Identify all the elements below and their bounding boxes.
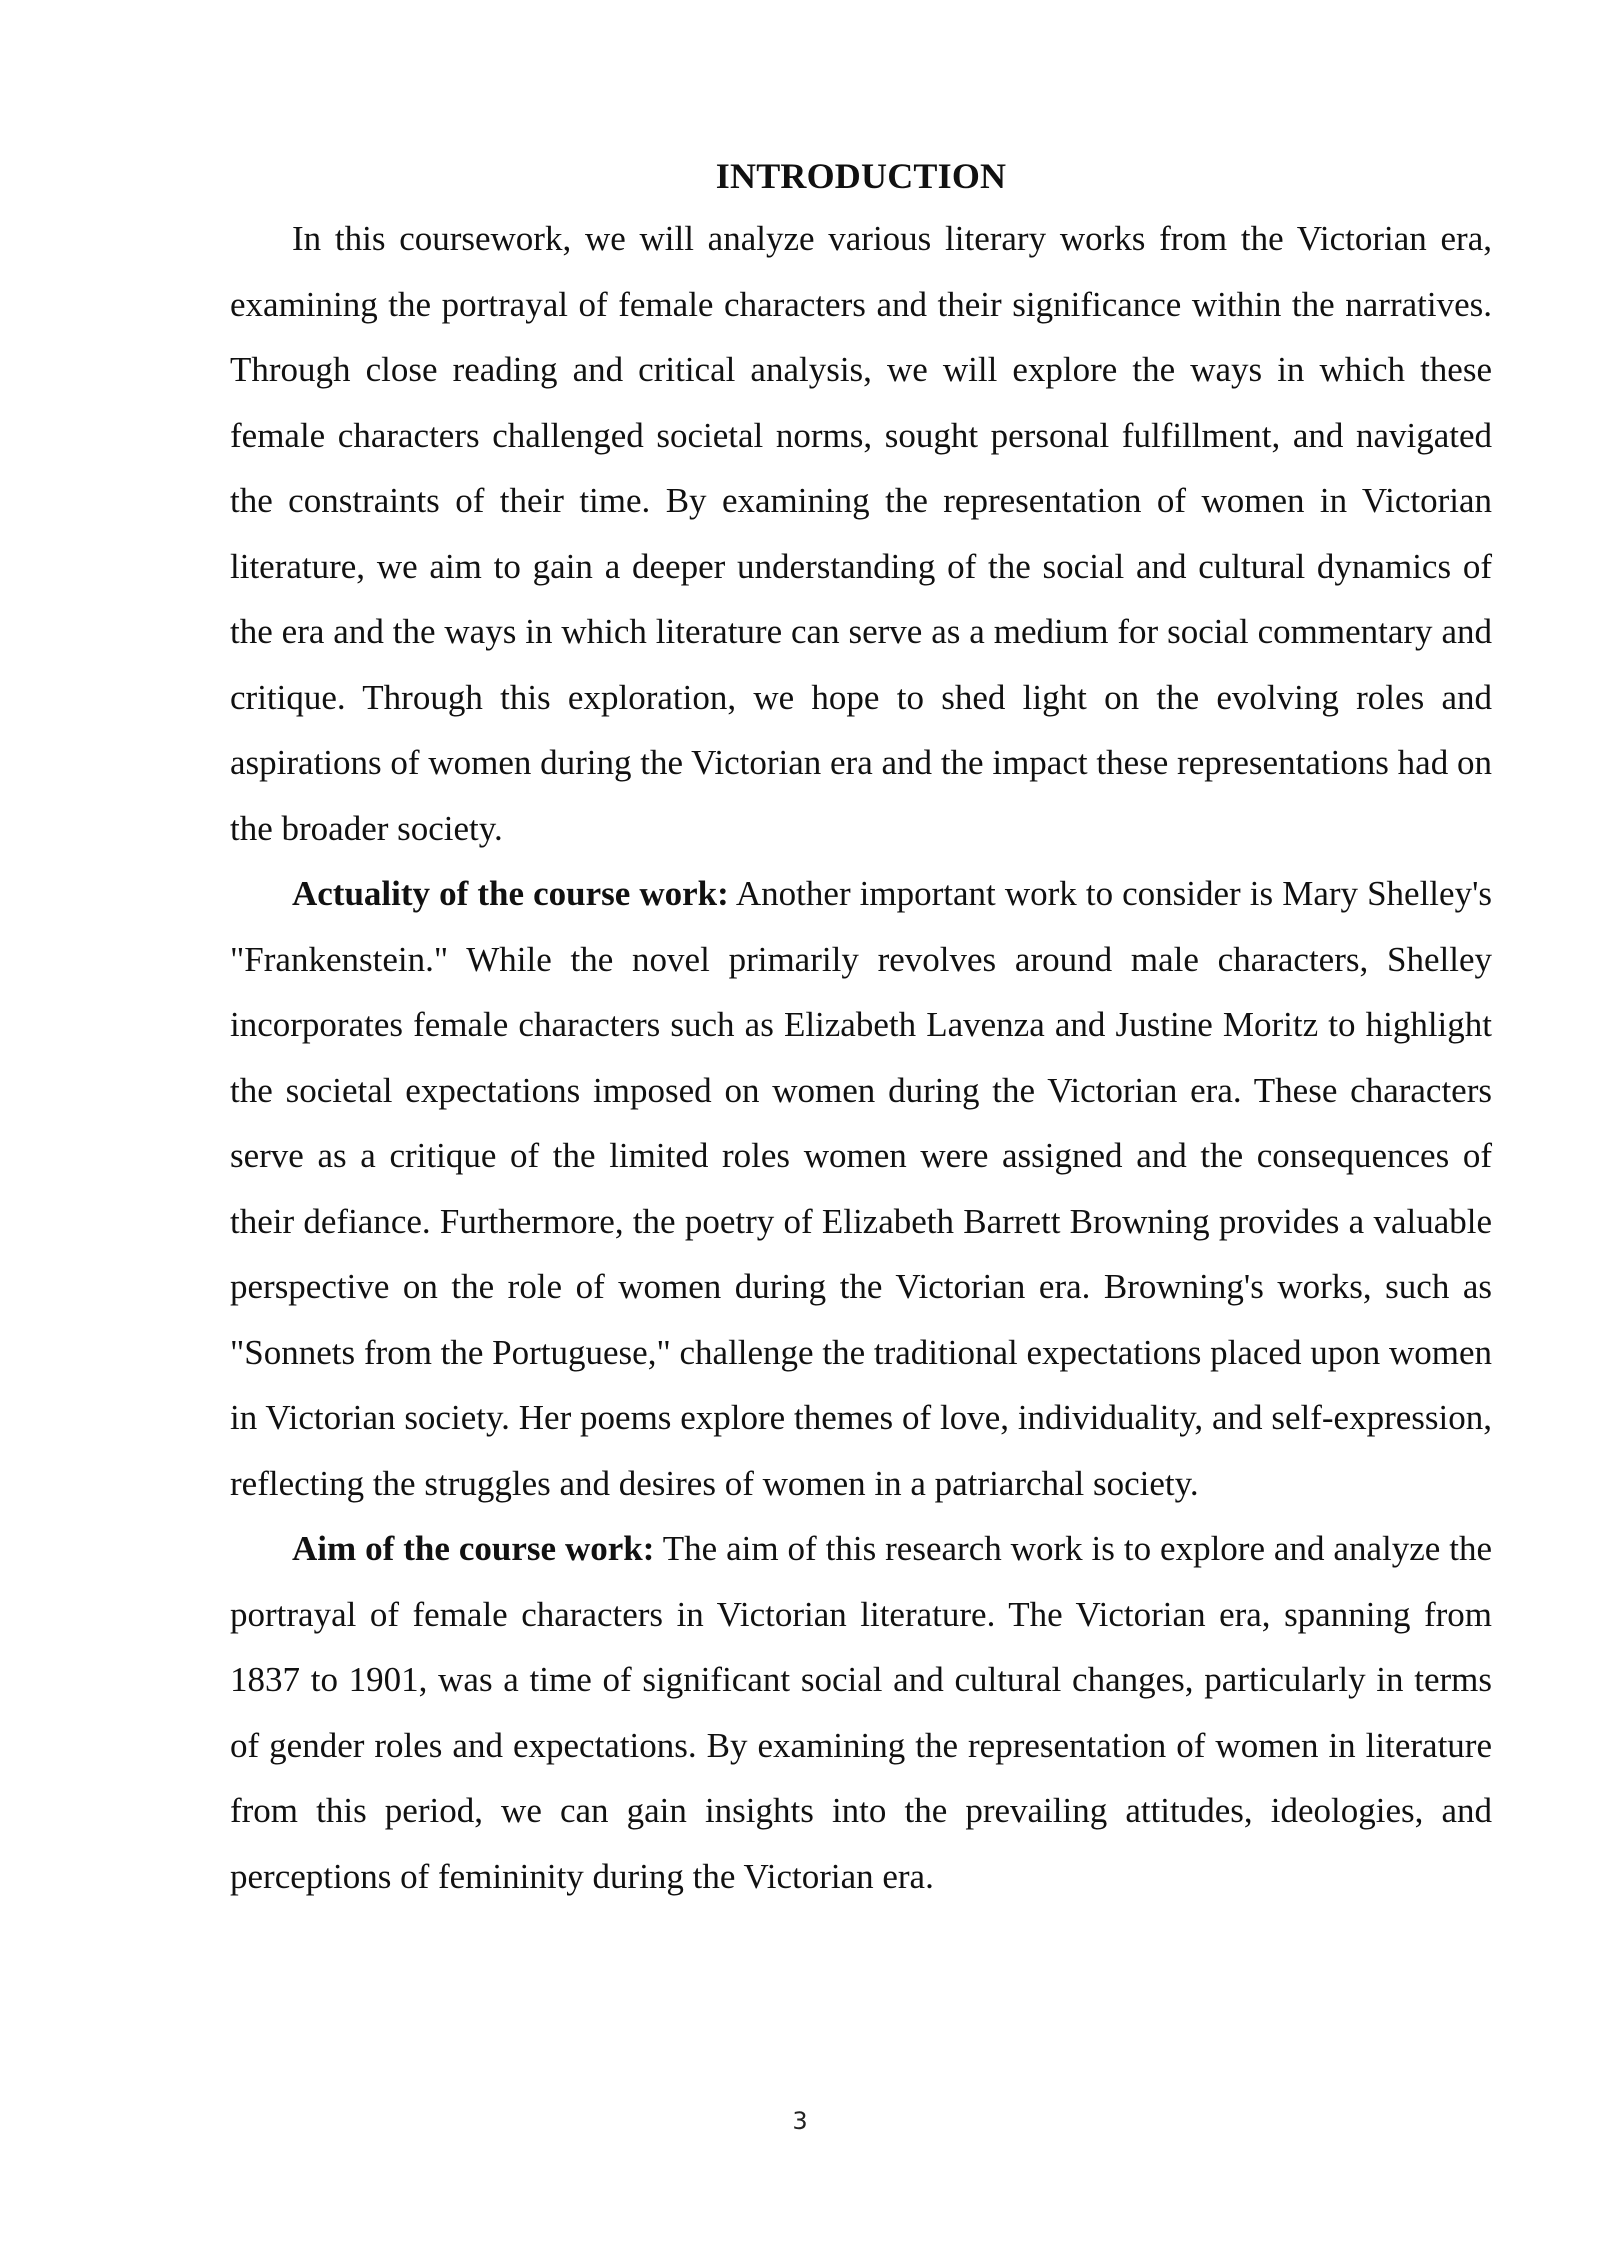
actuality-text: Another important work to consider is Mary Shelley's "Frankenstein." While the novel primarily revolves around male characters, Shelley incorporates female characters such as Elizabeth Lavenza and Justine Moritz to highlight the societal expectations imposed on women during the Victorian era. These characters serve as a critique of the limited roles women were assigned and the consequences of their defiance. Furthermore, the poetry of Elizabeth Barrett Browning provides a valuable perspective on the role of women during the Victorian era. Browning's works, such as "Sonnets from the Portuguese," challenge the traditional expectations placed upon women in Victorian society. Her poems explore themes of love, individuality, and self-expression, reflecting the struggles and desires of women in a patriarchal society. — [230, 874, 1492, 1503]
aim-paragraph — [230, 1516, 1492, 1909]
actuality-paragraph — [230, 861, 1492, 1516]
document-page — [230, 146, 1492, 1909]
actuality-label: Actuality of the course work: — [292, 874, 729, 913]
aim-label: Aim of the course work: — [292, 1529, 655, 1568]
page-number: 3 — [792, 2107, 808, 2135]
section-heading: INTRODUCTION — [715, 156, 1007, 196]
aim-text: The aim of this research work is to explore and analyze the portrayal of female characters in Victorian literature. The Victorian era, spanning from 1837 to 1901, was a time of significant social and cultural changes, particularly in terms of gender roles and expectations. By examining the representation of women in literature from this period, we can gain insights into the prevailing attitudes, ideologies, and perceptions of femininity during the Victorian era. — [230, 1529, 1492, 1896]
intro-paragraph: In this coursework, we will analyze various literary works from the Victorian era, examining the portrayal of female characters and their significance within the narratives. Through close reading and critical analysis, we will explore the ways in which these female characters challenged societal norms, sought personal fulfillment, and navigated the constraints of their time. By examining the representation of women in Victorian literature, we aim to gain a deeper understanding of the social and cultural dynamics of the era and the ways in which literature can serve as a medium for social commentary and critique. Through this exploration, we hope to shed light on the evolving roles and aspirations of women during the Victorian era and the impact these representations had on the broader society. — [230, 219, 1492, 848]
